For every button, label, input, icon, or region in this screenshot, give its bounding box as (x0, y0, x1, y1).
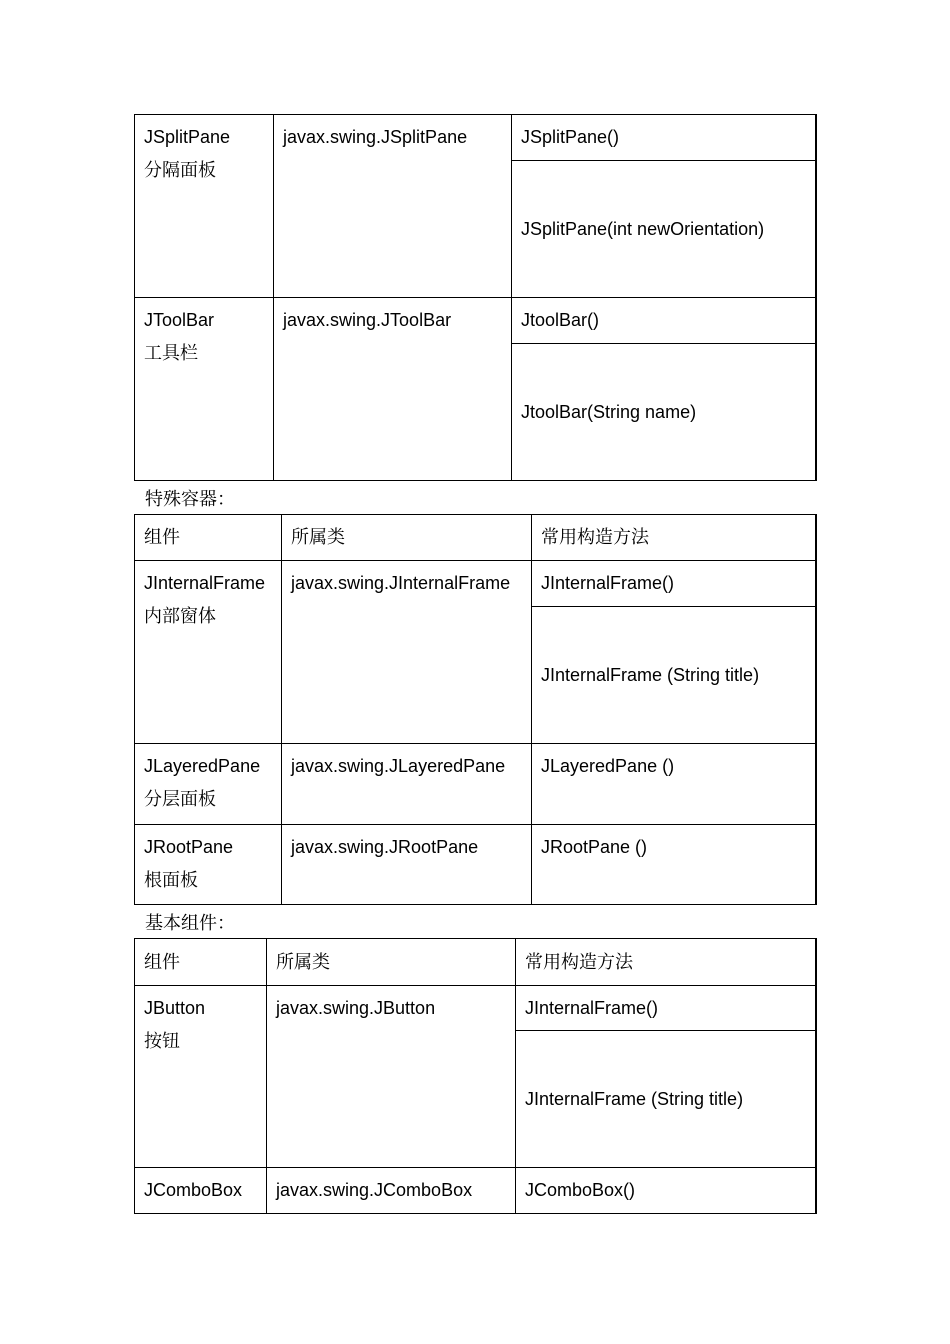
section-heading-basic-components: 基本组件： (145, 913, 235, 934)
component-name: JComboBox (144, 1180, 243, 1200)
component-name: JButton (144, 998, 206, 1018)
header-class: 所属类 (267, 939, 516, 986)
containers-table-continued (134, 114, 817, 481)
component-cell (135, 986, 267, 1168)
constructor-cell: JRootPane () (532, 825, 817, 905)
component-cell (135, 1168, 267, 1214)
basic-components-table (134, 938, 817, 1214)
constructor-cell: JComboBox() (516, 1168, 817, 1214)
class-cell: javax.swing.JSplitPane (274, 115, 512, 298)
header-component: 组件 (135, 515, 282, 561)
component-name: JToolBar (144, 310, 215, 330)
class-cell: javax.swing.JInternalFrame (282, 561, 532, 744)
header-constructor: 常用构造方法 (516, 939, 817, 986)
component-desc: 按钮 (144, 1031, 180, 1052)
component-desc: 根面板 (144, 870, 198, 891)
class-cell: javax.swing.JLayeredPane (282, 744, 532, 825)
table-border (815, 938, 817, 1214)
component-name: JRootPane (144, 837, 234, 857)
section-heading-special-containers: 特殊容器： (145, 489, 235, 510)
header-constructor: 常用构造方法 (532, 515, 817, 561)
component-cell (135, 115, 274, 298)
special-containers-table (134, 514, 817, 905)
component-name: JSplitPane (144, 127, 231, 147)
component-cell (135, 825, 282, 905)
component-name: JInternalFrame (144, 573, 266, 593)
class-cell: javax.swing.JToolBar (274, 298, 512, 481)
constructor-cell: JInternalFrame() (532, 561, 817, 607)
constructor-cell: JSplitPane() (512, 115, 817, 161)
class-cell: javax.swing.JComboBox (267, 1168, 516, 1214)
header-class: 所属类 (282, 515, 532, 561)
constructor-cell: JtoolBar(String name) (512, 344, 817, 481)
component-cell (135, 298, 274, 481)
constructor-cell: JSplitPane(int newOrientation) (512, 161, 817, 298)
constructor-cell: JtoolBar() (512, 298, 817, 344)
component-desc: 分隔面板 (144, 160, 216, 181)
class-cell: javax.swing.JButton (267, 986, 516, 1168)
component-name: JLayeredPane (144, 756, 261, 776)
constructor-cell: JInternalFrame (String title) (516, 1031, 817, 1168)
table-border (815, 114, 817, 481)
constructor-cell: JInternalFrame (String title) (532, 607, 817, 744)
constructor-cell: JLayeredPane () (532, 744, 817, 825)
component-desc: 工具栏 (144, 343, 198, 364)
component-cell (135, 561, 282, 744)
constructor-cell: JInternalFrame() (516, 986, 817, 1031)
component-cell (135, 744, 282, 825)
component-desc: 分层面板 (144, 789, 216, 810)
header-component: 组件 (135, 939, 267, 986)
class-cell: javax.swing.JRootPane (282, 825, 532, 905)
table-border (815, 514, 817, 905)
component-desc: 内部窗体 (144, 606, 216, 627)
